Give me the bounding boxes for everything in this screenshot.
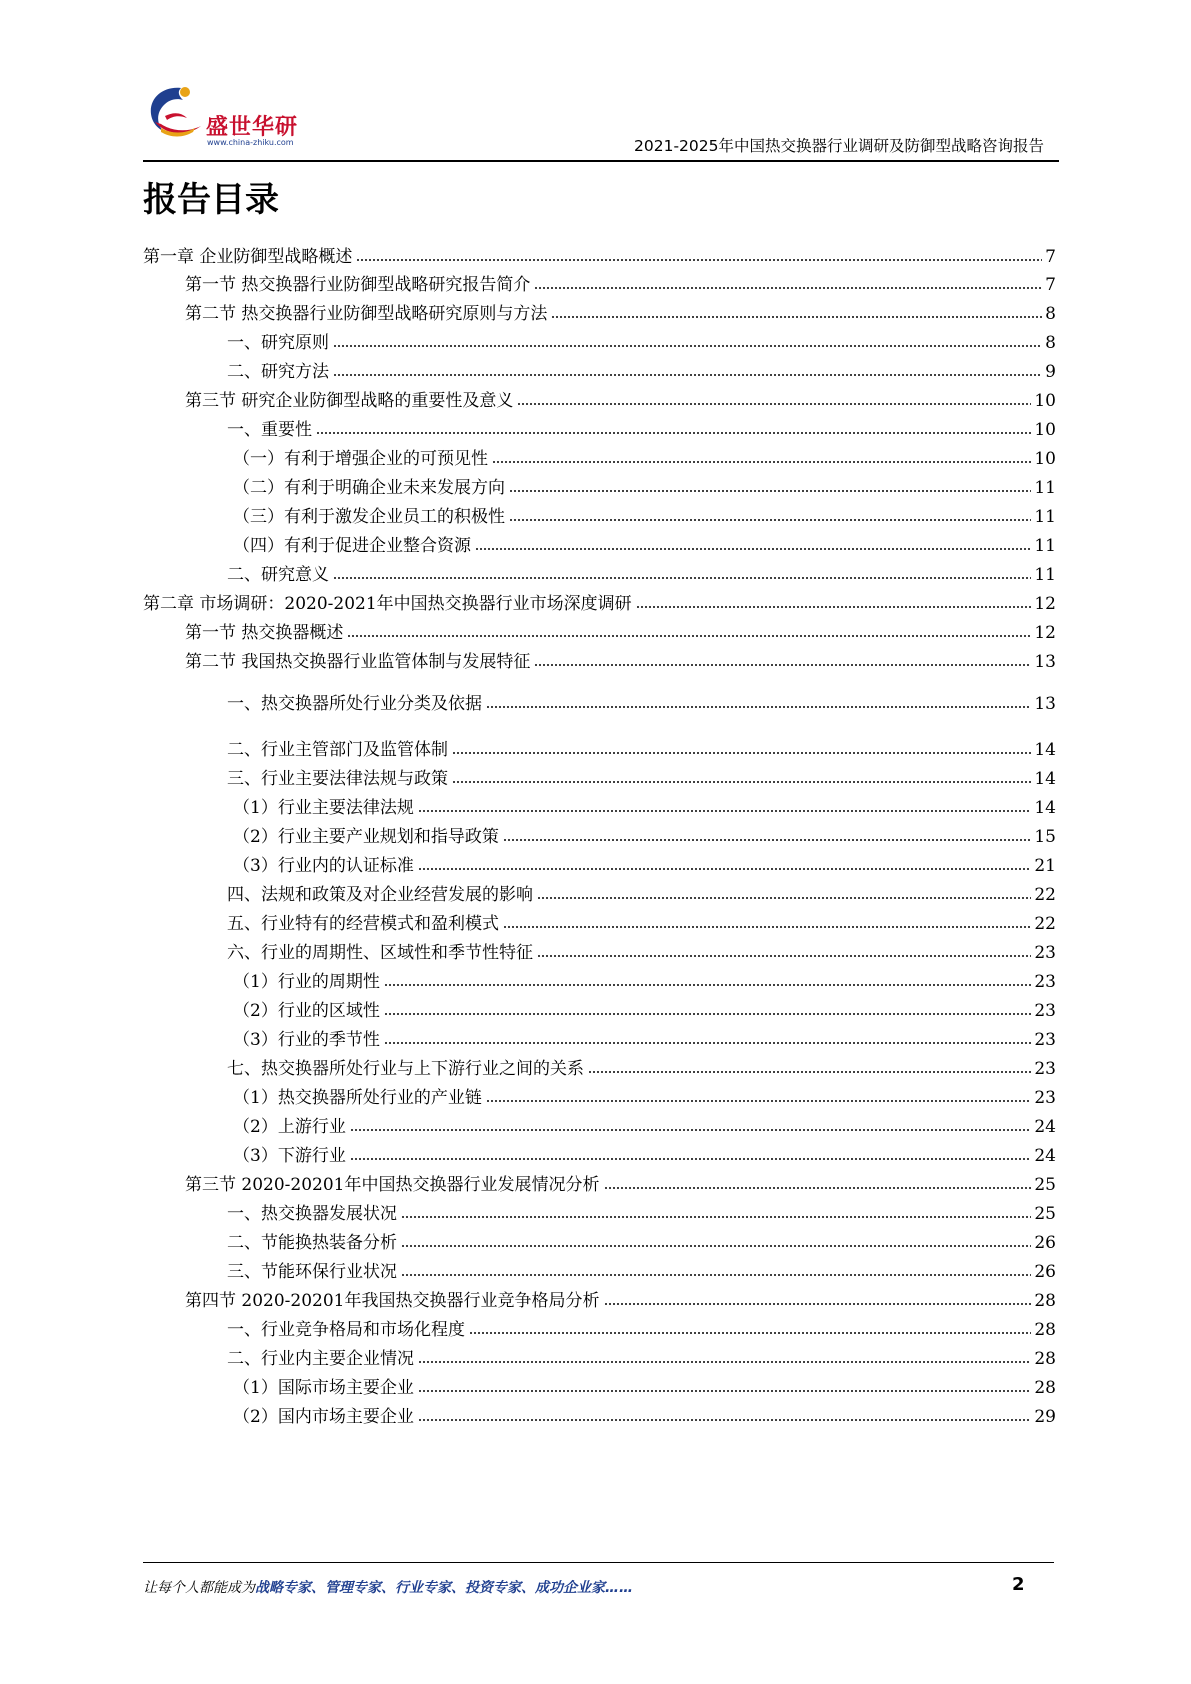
toc-dot-leader <box>551 315 1042 319</box>
toc-entry[interactable] <box>143 326 1056 354</box>
toc-entry[interactable] <box>143 1139 1056 1167</box>
toc-entry-page: 12 <box>1034 594 1056 614</box>
toc-entry[interactable] <box>143 1168 1056 1196</box>
toc-dot-leader <box>333 373 1042 377</box>
toc-entry-page: 11 <box>1034 536 1056 556</box>
toc-entry-label: 七、热交换器所处行业与上下游行业之间的关系 <box>227 1059 584 1079</box>
toc-entry-label: （1）热交换器所处行业的产业链 <box>233 1088 482 1108</box>
toc-entry-page: 13 <box>1034 652 1056 672</box>
toc-entry-label: 六、行业的周期性、区域性和季节性特征 <box>227 943 533 963</box>
logo-emblem-icon <box>143 82 213 144</box>
toc-dot-leader <box>492 460 1031 464</box>
toc-dot-leader <box>517 402 1031 406</box>
toc-dot-leader <box>333 344 1042 348</box>
toc-entry-page: 23 <box>1034 943 1056 963</box>
toc-entry-label: 三、行业主要法律法规与政策 <box>227 769 448 789</box>
toc-entry[interactable] <box>143 587 1056 615</box>
toc-dot-leader <box>401 1273 1031 1277</box>
toc-entry-label: （2）行业主要产业规划和指导政策 <box>233 827 499 847</box>
toc-dot-leader <box>537 896 1031 900</box>
toc-entry-label: 第二节 我国热交换器行业监管体制与发展特征 <box>185 652 531 672</box>
toc-entry[interactable] <box>143 442 1056 470</box>
toc-entry[interactable] <box>143 994 1056 1022</box>
toc-entry-label: 五、行业特有的经营模式和盈利模式 <box>227 914 499 934</box>
toc-dot-leader <box>316 431 1031 435</box>
toc-dot-leader <box>486 705 1031 709</box>
toc-entry-page: 23 <box>1034 1001 1056 1021</box>
toc-entry[interactable] <box>143 687 1056 715</box>
toc-entry-label: （四）有利于促进企业整合资源 <box>233 536 471 556</box>
toc-entry-page: 10 <box>1034 391 1056 411</box>
toc-entry[interactable] <box>143 355 1056 383</box>
company-logo <box>143 82 313 152</box>
toc-entry-page: 28 <box>1034 1349 1056 1369</box>
toc-dot-leader <box>333 576 1031 580</box>
toc-entry-page: 25 <box>1034 1204 1056 1224</box>
toc-entry-label: （二）有利于明确企业未来发展方向 <box>233 478 505 498</box>
toc-entry-page: 21 <box>1034 856 1056 876</box>
toc-entry-page: 22 <box>1034 885 1056 905</box>
toc-entry[interactable] <box>143 965 1056 993</box>
toc-entry-label: 第三节 研究企业防御型战略的重要性及意义 <box>185 391 514 411</box>
toc-entry-label: 二、行业内主要企业情况 <box>227 1349 414 1369</box>
toc-entry-label: 第一章 企业防御型战略概述 <box>143 247 353 267</box>
toc-entry[interactable] <box>143 733 1056 761</box>
toc-entry-label: 四、法规和政策及对企业经营发展的影响 <box>227 885 533 905</box>
toc-entry-page: 15 <box>1034 827 1056 847</box>
toc-dot-leader <box>384 1041 1032 1045</box>
footer-divider <box>143 1562 1054 1563</box>
toc-entry[interactable] <box>143 297 1056 325</box>
toc-entry-page: 8 <box>1045 304 1056 324</box>
toc-entry-label: （2）国内市场主要企业 <box>233 1407 414 1427</box>
toc-entry-label: （三）有利于激发企业员工的积极性 <box>233 507 505 527</box>
page-number: 2 <box>1012 1574 1025 1595</box>
toc-dot-leader <box>401 1244 1031 1248</box>
toc-entry-page: 26 <box>1034 1262 1056 1282</box>
report-title: 2021-2025年中国热交换器行业调研及防御型战略咨询报告 <box>634 137 1044 155</box>
toc-entry-label: 第二章 市场调研：2020-2021年中国热交换器行业市场深度调研 <box>143 594 632 614</box>
toc-dot-leader <box>452 780 1031 784</box>
toc-entry[interactable] <box>143 1226 1056 1254</box>
toc-dot-leader <box>384 983 1032 987</box>
toc-entry-label: 三、节能环保行业状况 <box>227 1262 397 1282</box>
toc-entry-page: 11 <box>1034 565 1056 585</box>
toc-entry[interactable] <box>143 268 1056 296</box>
toc-entry-page: 10 <box>1034 449 1056 469</box>
toc-entry-label: （1）国际市场主要企业 <box>233 1378 414 1398</box>
toc-entry-page: 28 <box>1034 1320 1056 1340</box>
toc-entry-page: 14 <box>1034 769 1056 789</box>
toc-entry[interactable] <box>143 471 1056 499</box>
toc-entry-page: 29 <box>1034 1407 1056 1427</box>
toc-dot-leader <box>588 1070 1031 1074</box>
toc-dot-leader <box>503 838 1032 842</box>
page-title: 报告目录 <box>143 180 279 220</box>
toc-entry[interactable] <box>143 762 1056 790</box>
toc-entry[interactable] <box>143 1255 1056 1283</box>
toc-entry-page: 23 <box>1034 1030 1056 1050</box>
toc-entry-page: 28 <box>1034 1291 1056 1311</box>
toc-entry-page: 25 <box>1034 1175 1056 1195</box>
toc-entry-page: 7 <box>1045 275 1056 295</box>
toc-entry[interactable] <box>143 1081 1056 1109</box>
toc-dot-leader <box>469 1331 1031 1335</box>
toc-entry-label: （3）行业的季节性 <box>233 1030 380 1050</box>
toc-dot-leader <box>486 1099 1032 1103</box>
toc-entry-page: 7 <box>1045 247 1056 267</box>
toc-entry-label: （2）上游行业 <box>233 1117 346 1137</box>
toc-dot-leader <box>509 489 1031 493</box>
toc-dot-leader <box>418 867 1032 871</box>
toc-entry-page: 10 <box>1034 420 1056 440</box>
toc-dot-leader <box>418 1389 1032 1393</box>
toc-entry-label: 第三节 2020-20201年中国热交换器行业发展情况分析 <box>185 1175 600 1195</box>
toc-dot-leader <box>604 1302 1032 1306</box>
toc-entry-label: 二、研究意义 <box>227 565 329 585</box>
toc-entry[interactable] <box>143 1342 1056 1370</box>
toc-dot-leader <box>347 634 1031 638</box>
toc-dot-leader <box>350 1128 1032 1132</box>
toc-entry-label: （3）行业内的认证标准 <box>233 856 414 876</box>
toc-entry[interactable] <box>143 1110 1056 1138</box>
toc-entry-label: （2）行业的区域性 <box>233 1001 380 1021</box>
toc-entry-page: 14 <box>1034 740 1056 760</box>
toc-entry-label: 一、热交换器发展状况 <box>227 1204 397 1224</box>
toc-entry-page: 13 <box>1034 694 1056 714</box>
logo-url: www.china-zhiku.com <box>207 138 294 147</box>
toc-dot-leader <box>475 547 1031 551</box>
footer-slogan-highlight: 战略专家、管理专家、行业专家、投资专家、成功企业家…… <box>255 1580 633 1596</box>
toc-entry[interactable] <box>143 558 1056 586</box>
toc-entry-page: 23 <box>1034 1088 1056 1108</box>
toc-entry[interactable] <box>143 1197 1056 1225</box>
toc-entry[interactable] <box>143 616 1056 644</box>
toc-entry[interactable] <box>143 849 1056 877</box>
toc-entry[interactable] <box>143 1371 1056 1399</box>
toc-entry-label: 第四节 2020-20201年我国热交换器行业竞争格局分析 <box>185 1291 600 1311</box>
toc-entry-page: 14 <box>1034 798 1056 818</box>
toc-entry[interactable] <box>143 1284 1056 1312</box>
toc-entry[interactable] <box>143 878 1056 906</box>
toc-dot-leader <box>534 663 1031 667</box>
toc-dot-leader <box>401 1215 1031 1219</box>
toc-dot-leader <box>418 1418 1032 1422</box>
toc-dot-leader <box>418 1360 1031 1364</box>
toc-entry-page: 24 <box>1034 1146 1056 1166</box>
toc-entry-label: 一、热交换器所处行业分类及依据 <box>227 694 482 714</box>
page-header <box>143 82 1059 162</box>
toc-dot-leader <box>356 258 1042 262</box>
toc-entry-label: 第一节 热交换器行业防御型战略研究报告简介 <box>185 275 531 295</box>
toc-entry-label: （3）下游行业 <box>233 1146 346 1166</box>
toc-dot-leader <box>636 605 1032 609</box>
toc-entry-page: 8 <box>1045 333 1056 353</box>
toc-entry[interactable] <box>143 645 1056 673</box>
toc-entry[interactable] <box>143 936 1056 964</box>
toc-entry[interactable] <box>143 1052 1056 1080</box>
toc-entry[interactable] <box>143 791 1056 819</box>
toc-dot-leader <box>509 518 1031 522</box>
toc-dot-leader <box>534 286 1042 290</box>
toc-entry-page: 26 <box>1034 1233 1056 1253</box>
toc-entry-page: 24 <box>1034 1117 1056 1137</box>
toc-entry[interactable] <box>143 1023 1056 1051</box>
toc-entry-page: 23 <box>1034 972 1056 992</box>
toc-entry[interactable] <box>143 384 1056 412</box>
toc-entry-page: 22 <box>1034 914 1056 934</box>
footer-slogan <box>143 1577 633 1597</box>
toc-entry-label: 第二节 热交换器行业防御型战略研究原则与方法 <box>185 304 548 324</box>
toc-entry-page: 11 <box>1034 478 1056 498</box>
toc-dot-leader <box>418 809 1032 813</box>
toc-dot-leader <box>384 1012 1032 1016</box>
toc-entry[interactable] <box>143 907 1056 935</box>
toc-entry[interactable] <box>143 529 1056 557</box>
toc-entry[interactable] <box>143 820 1056 848</box>
toc-entry-label: 第一节 热交换器概述 <box>185 623 344 643</box>
toc-entry-page: 28 <box>1034 1378 1056 1398</box>
toc-entry-label: 二、节能换热装备分析 <box>227 1233 397 1253</box>
toc-entry-label: （1）行业的周期性 <box>233 972 380 992</box>
toc-entry-label: 二、行业主管部门及监管体制 <box>227 740 448 760</box>
toc-entry-label: 一、研究原则 <box>227 333 329 353</box>
toc-entry-page: 23 <box>1034 1059 1056 1079</box>
toc-dot-leader <box>350 1157 1032 1161</box>
toc-entry[interactable] <box>143 1313 1056 1341</box>
toc-dot-leader <box>537 954 1031 958</box>
toc-entry[interactable] <box>143 500 1056 528</box>
toc-entry[interactable] <box>143 413 1056 441</box>
toc-dot-leader <box>503 925 1031 929</box>
logo-brand-name: 盛世华研 <box>206 115 299 140</box>
toc-entry-page: 11 <box>1034 507 1056 527</box>
toc-entry-label: 一、行业竞争格局和市场化程度 <box>227 1320 465 1340</box>
toc-entry[interactable] <box>143 1400 1056 1428</box>
toc-dot-leader <box>452 751 1031 755</box>
toc-entry-page: 9 <box>1045 362 1056 382</box>
toc-entry-label: 二、研究方法 <box>227 362 329 382</box>
toc-entry-label: （一）有利于增强企业的可预见性 <box>233 449 488 469</box>
footer-slogan-prefix: 让每个人都能成为 <box>143 1580 255 1596</box>
toc-entry-label: 一、重要性 <box>227 420 312 440</box>
toc-entry[interactable] <box>143 240 1056 268</box>
toc-entry-page: 12 <box>1034 623 1056 643</box>
toc-entry-label: （1）行业主要法律法规 <box>233 798 414 818</box>
toc-dot-leader <box>604 1186 1032 1190</box>
